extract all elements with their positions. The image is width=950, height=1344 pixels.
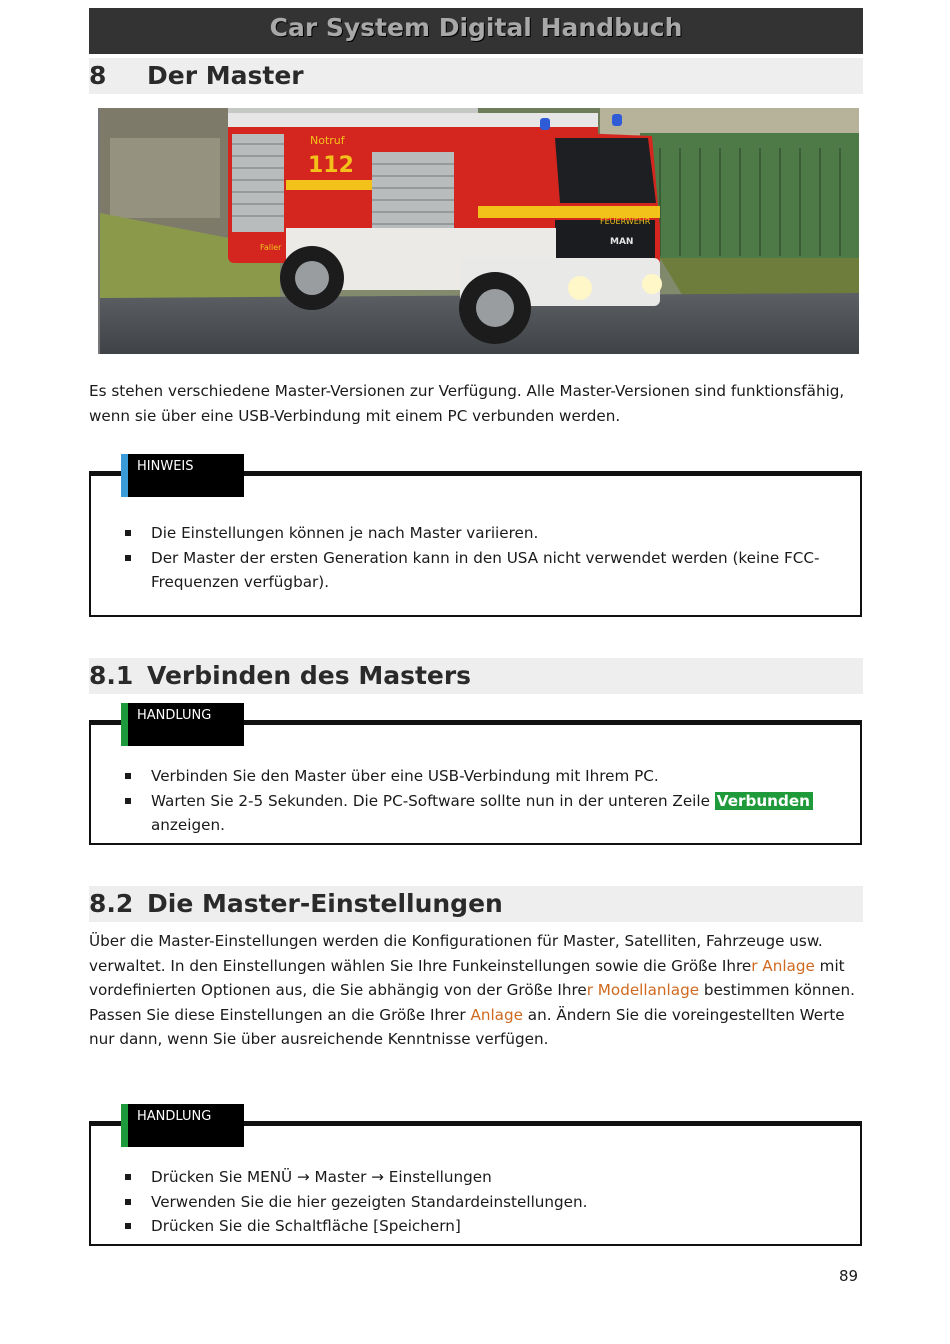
- document-header-title: Car System Digital Handbuch: [89, 8, 863, 54]
- list-item: Der Master der ersten Generation kann in den USA nicht verwendet werden (keine FCC-Frequenzen verfügbar).: [123, 546, 863, 595]
- truck-text-112: 112: [308, 153, 354, 178]
- fire-truck-photo: [98, 108, 859, 354]
- section-number: 8.1: [89, 661, 134, 690]
- hinweis-label: HINWEIS: [121, 454, 244, 497]
- handlung-label-2: HANDLUNG: [121, 1104, 244, 1147]
- list-item: Die Einstellungen können je nach Master variieren.: [123, 521, 863, 546]
- truck-text-brand: Faller: [260, 243, 282, 252]
- list-item: [123, 789, 863, 838]
- verbunden-highlight: Verbunden: [715, 792, 813, 810]
- section-number: 8.2: [89, 889, 134, 918]
- truck-text-feuerwehr: FEUERWEHR: [600, 217, 651, 226]
- link-anlage: Anlage: [470, 1005, 523, 1024]
- list-item: Drücken Sie die Schaltfläche [Speichern]: [123, 1214, 863, 1239]
- section-title: Der Master: [147, 61, 304, 90]
- handlung-list-2: [123, 1165, 863, 1239]
- link-modellanlage: r Modellanlage: [586, 981, 700, 1000]
- list-item: Drücken Sie MENÜ → Master → Einstellungen: [123, 1165, 863, 1190]
- settings-text: bestimmen können. Passen Sie diese Einstellungen an die Größe Ihrer: [89, 981, 855, 1024]
- link-anlage: r Anlage: [751, 956, 815, 975]
- fire-truck-illustration: [100, 108, 859, 354]
- handlung-label-1: HANDLUNG: [121, 703, 244, 746]
- list-item: Verbinden Sie den Master über eine USB-Verbindung mit Ihrem PC.: [123, 764, 863, 789]
- section-title: Verbinden des Masters: [147, 661, 472, 690]
- truck-text-man: MAN: [610, 237, 634, 247]
- intro-paragraph: Es stehen verschiedene Master-Versionen zur Verfügung. Alle Master-Versionen sind funktionsfähig, wenn sie über eine USB-Verbindung mit einem PC verbunden werden.: [89, 382, 845, 425]
- settings-paragraph: [89, 929, 869, 1052]
- handlung-list-1: [123, 764, 863, 838]
- hinweis-list: [123, 521, 863, 595]
- list-item-text: Warten Sie 2-5 Sekunden. Die PC-Software sollte nun in der unteren Zeile: [151, 791, 715, 810]
- list-item: Verwenden Sie die hier gezeigten Standardeinstellungen.: [123, 1190, 863, 1215]
- section-heading-8: [89, 58, 863, 94]
- section-number: 8: [89, 61, 107, 90]
- settings-text: Über die Master-Einstellungen werden die Konfigurationen für Master, Satelliten, Fahrzeuge usw. verwaltet. In den Einstellungen wählen Sie Ihre Funkeinstellungen sowie die Größe Ihre: [89, 932, 823, 975]
- section-heading-8-2: [89, 886, 863, 922]
- page-number: 89: [839, 1267, 859, 1285]
- section-heading-8-1: [89, 658, 863, 694]
- settings-text: mit vordefinierten Optionen aus, die Sie abhängig von der Größe Ihre: [89, 956, 845, 1000]
- section-title: Die Master-Einstellungen: [147, 889, 503, 918]
- list-item-text: anzeigen.: [151, 816, 225, 835]
- settings-text: an. Ändern Sie die voreingestellten Werte nur dann, wenn Sie über ausreichende Kenntnisse verfügen.: [89, 1005, 845, 1049]
- truck-text-notruf: Notruf: [310, 134, 345, 147]
